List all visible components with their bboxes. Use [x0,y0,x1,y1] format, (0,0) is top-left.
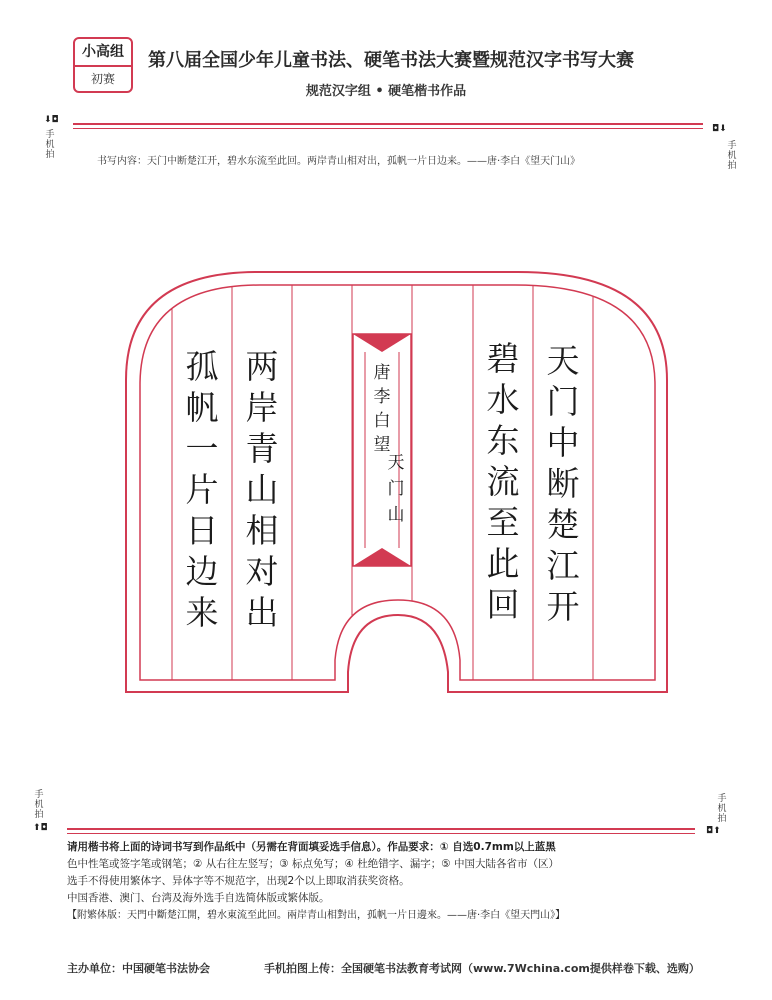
phone-shot-label-bottom-right: 手机拍 [717,794,727,824]
column-char: 江 [546,546,580,585]
page-title: 第八届全国少年儿童书法、硬笔书法大赛暨规范汉字书写大赛 [148,50,634,71]
column-char: 碧 [486,339,520,378]
column-char: 来 [185,593,219,632]
column-char: 至 [486,503,520,542]
instructions-line-2: 色中性笔或签字笔或钢笔；② 从右往左竖写；③ 标点免写；④ 杜绝错字、漏字；⑤ 中国大陆各省市（区） [67,858,560,870]
bottom-divider-thin [67,833,695,834]
footer-upload: 手机拍图上传：全国硬笔书法教育考试网（www.7Wchina.com提供样卷下载、选购） [264,962,700,975]
phone-shot-label-top-right: 手机拍 [727,141,737,171]
instructions-line-1: 请用楷书将上面的诗词书写到作品纸中（另需在背面填妥选手信息）。作品要求：① 自选0.7mm以上蓝黑 [67,841,556,853]
column-char: 帆 [185,388,219,427]
camera-arrow-icon-bottom-right: ◘⬆ [706,826,721,836]
signature-char: 天 [387,453,405,473]
column-char: 水 [486,380,520,419]
phone-shot-label-bottom-left: 手机拍 [34,790,44,820]
column-char: 一 [185,429,219,468]
column-char: 片 [185,470,219,509]
signature-char: 山 [387,505,405,525]
column-char: 中 [546,423,580,462]
column-char: 山 [245,470,279,509]
column-char: 断 [546,464,580,503]
signature-left [366,358,398,454]
signature-char: 白 [373,411,391,431]
page-subtitle: 规范汉字组 • 硬笔楷书作品 [305,84,467,99]
artwork-column-3 [238,341,286,632]
column-char: 对 [245,552,279,591]
column-char: 日 [185,511,219,550]
instructions-line-5: 【附繁体版：天門中斷楚江開，碧水東流至此回。兩岸青山相對出，孤帆一片日邊來。——唐·李白《望天門山》】 [67,910,566,921]
column-char: 边 [185,552,219,591]
arrow-camera-icon-bottom-left: ⬆◘ [33,823,48,833]
column-char: 天 [546,341,580,380]
artwork-column-2 [479,333,527,624]
column-char: 岸 [245,388,279,427]
round-label: 初赛 [90,72,115,86]
column-char: 两 [245,347,279,386]
column-char: 孤 [185,347,219,386]
column-char: 楚 [546,505,580,544]
content-text: 天门中断楚江开，碧水东流至此回。两岸青山相对出，孤帆一片日边来。——唐·李白《望天门山》 [147,156,581,167]
signature-char: 门 [387,479,405,499]
camera-arrow-icon-top-right: ◘⬇ [712,124,727,134]
column-char: 青 [245,429,279,468]
column-char: 开 [546,587,580,626]
column-char: 回 [486,585,520,624]
column-char: 东 [486,421,520,460]
artwork-column-4 [178,341,226,632]
content-label: 书写内容： [97,156,147,167]
group-label: 小高组 [75,39,131,67]
column-char: 相 [245,511,279,550]
signature-char: 望 [373,435,391,455]
column-char: 出 [245,593,279,632]
column-char: 门 [546,382,580,421]
phone-shot-label-top-left: 手机拍 [45,130,55,160]
signature-char: 李 [373,387,391,407]
column-char: 此 [486,544,520,583]
signature-right [380,448,412,526]
column-char: 流 [486,462,520,501]
bottom-divider [67,828,695,830]
arrow-camera-icon-top-left: ⬇◘ [44,115,59,125]
artwork-column-1 [539,335,587,626]
footer-organizer: 主办单位：中国硬笔书法协会 [67,962,210,975]
signature-char: 唐 [373,363,391,383]
instructions-line-3: 选手不得使用繁体字、异体字等不规范字，出现2个以上即取消获奖资格。 [67,875,410,887]
instructions-line-4: 中国香港、澳门、台湾及海外选手自选简体版或繁体版。 [67,892,330,904]
